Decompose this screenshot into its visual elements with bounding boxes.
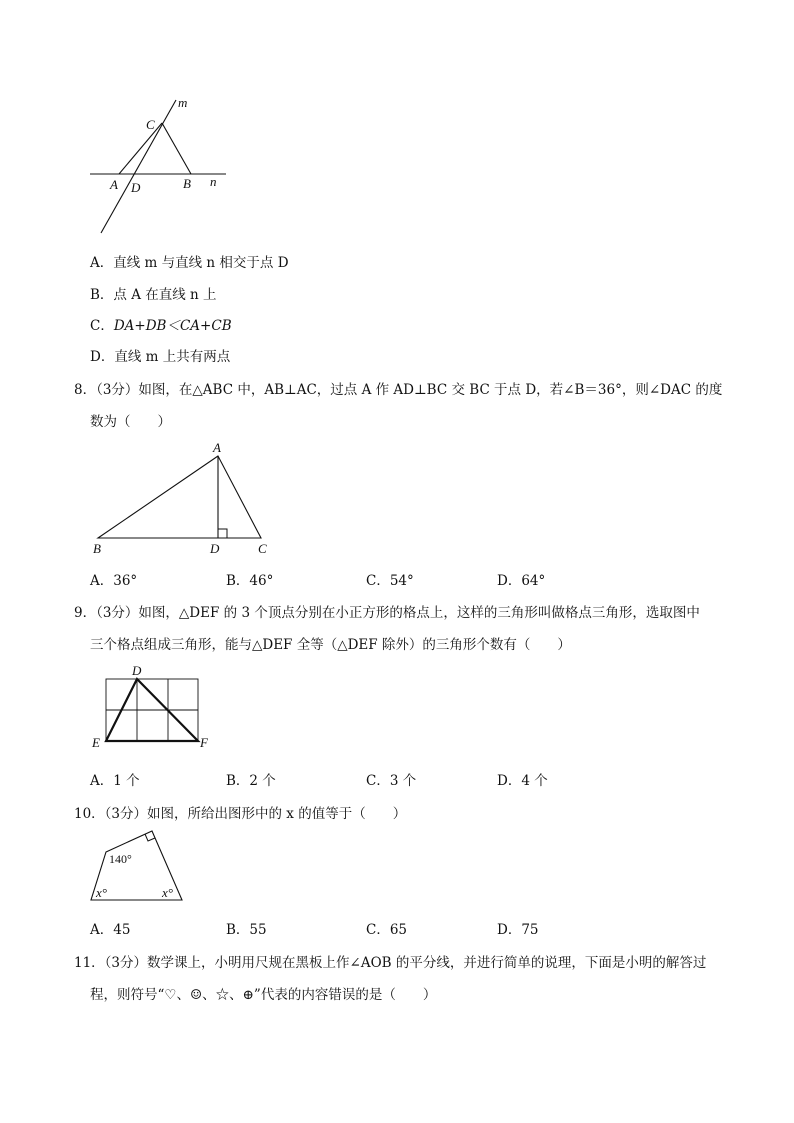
option-text: 直线 m 与直线 n 相交于点 D [113, 255, 289, 271]
label-b: B [93, 541, 101, 556]
option-letter: B． [226, 773, 250, 789]
option-letter: D． [497, 773, 522, 789]
label-d: D [210, 541, 220, 556]
angle-label-140: 140° [109, 852, 132, 866]
option-text: 4 个 [521, 773, 548, 789]
label-c: C [146, 117, 155, 132]
q10-option-b[interactable] [226, 918, 267, 938]
option-text: 64° [521, 573, 546, 589]
option-letter: C． [366, 922, 390, 938]
option-letter: B． [226, 573, 250, 589]
label-d: D [131, 180, 141, 195]
option-letter: B． [90, 287, 114, 303]
q10-stem: 10．（3分）如图，所给出图形中的 x 的值等于（ ） [74, 806, 407, 822]
q10-option-c[interactable] [366, 918, 407, 938]
q8-stem-line2: 数为（ ） [90, 414, 171, 430]
option-text: 54° [389, 573, 414, 589]
option-text: DA+DB＜CA+CB [113, 318, 232, 334]
option-letter: A． [90, 573, 114, 589]
q10-option-a[interactable] [90, 918, 130, 938]
label-n: n [210, 174, 217, 189]
q10-option-d[interactable] [497, 918, 539, 938]
q11-stem-line1: 11．（3分）数学课上，小明用尺规在黑板上作∠AOB 的平分线，并进行简单的说理，下面是小明的解答过 [74, 955, 707, 971]
label-m: m [178, 95, 188, 110]
option-letter: C． [366, 773, 390, 789]
option-text: 65 [389, 922, 408, 938]
option-text: 46° [249, 573, 274, 589]
option-letter: A． [90, 773, 114, 789]
option-text: 55 [249, 922, 267, 938]
option-text: 2 个 [249, 773, 276, 789]
label-a: A [213, 440, 221, 455]
q9-stem-line2: 三个格点组成三角形，能与△DEF 全等（△DEF 除外）的三角形个数有（ ） [90, 637, 571, 653]
option-letter: A． [90, 255, 114, 271]
option-letter: A． [90, 922, 114, 938]
option-text: 点 A 在直线 n 上 [113, 287, 217, 303]
label-f: F [200, 735, 208, 750]
option-letter: B． [226, 922, 250, 938]
label-d: D [132, 663, 142, 678]
q11-stem-line2: 程，则符号“♡、☺、☆、⊕”代表的内容错误的是（ ） [90, 987, 437, 1003]
option-text: 75 [521, 922, 539, 938]
label-c: C [258, 541, 267, 556]
option-text: 直线 m 上共有两点 [114, 349, 231, 365]
q8-stem-line1: 8．（3分）如图，在△ABC 中，AB⊥AC，过点 A 作 AD⊥BC 交 BC 于点 D，若∠B＝36°，则∠DAC 的度 [74, 382, 723, 398]
option-text: 45 [113, 922, 131, 938]
option-text: 3 个 [389, 773, 417, 789]
label-e: E [92, 735, 100, 750]
angle-label-x-right: x° [162, 885, 173, 900]
option-letter: D． [497, 573, 522, 589]
angle-label-x-left: x° [96, 885, 107, 900]
option-text: 36° [113, 573, 138, 589]
option-text: 1 个 [113, 773, 140, 789]
label-b: B [183, 176, 191, 191]
option-letter: C． [90, 318, 114, 334]
label-a: A [110, 177, 118, 192]
q9-stem-line1: 9．（3分）如图，△DEF 的 3 个顶点分别在小正方形的格点上，这样的三角形叫做格点三角形，选取图中 [74, 605, 700, 621]
option-letter: D． [90, 349, 115, 365]
option-letter: C． [366, 573, 390, 589]
option-letter: D． [497, 922, 522, 938]
